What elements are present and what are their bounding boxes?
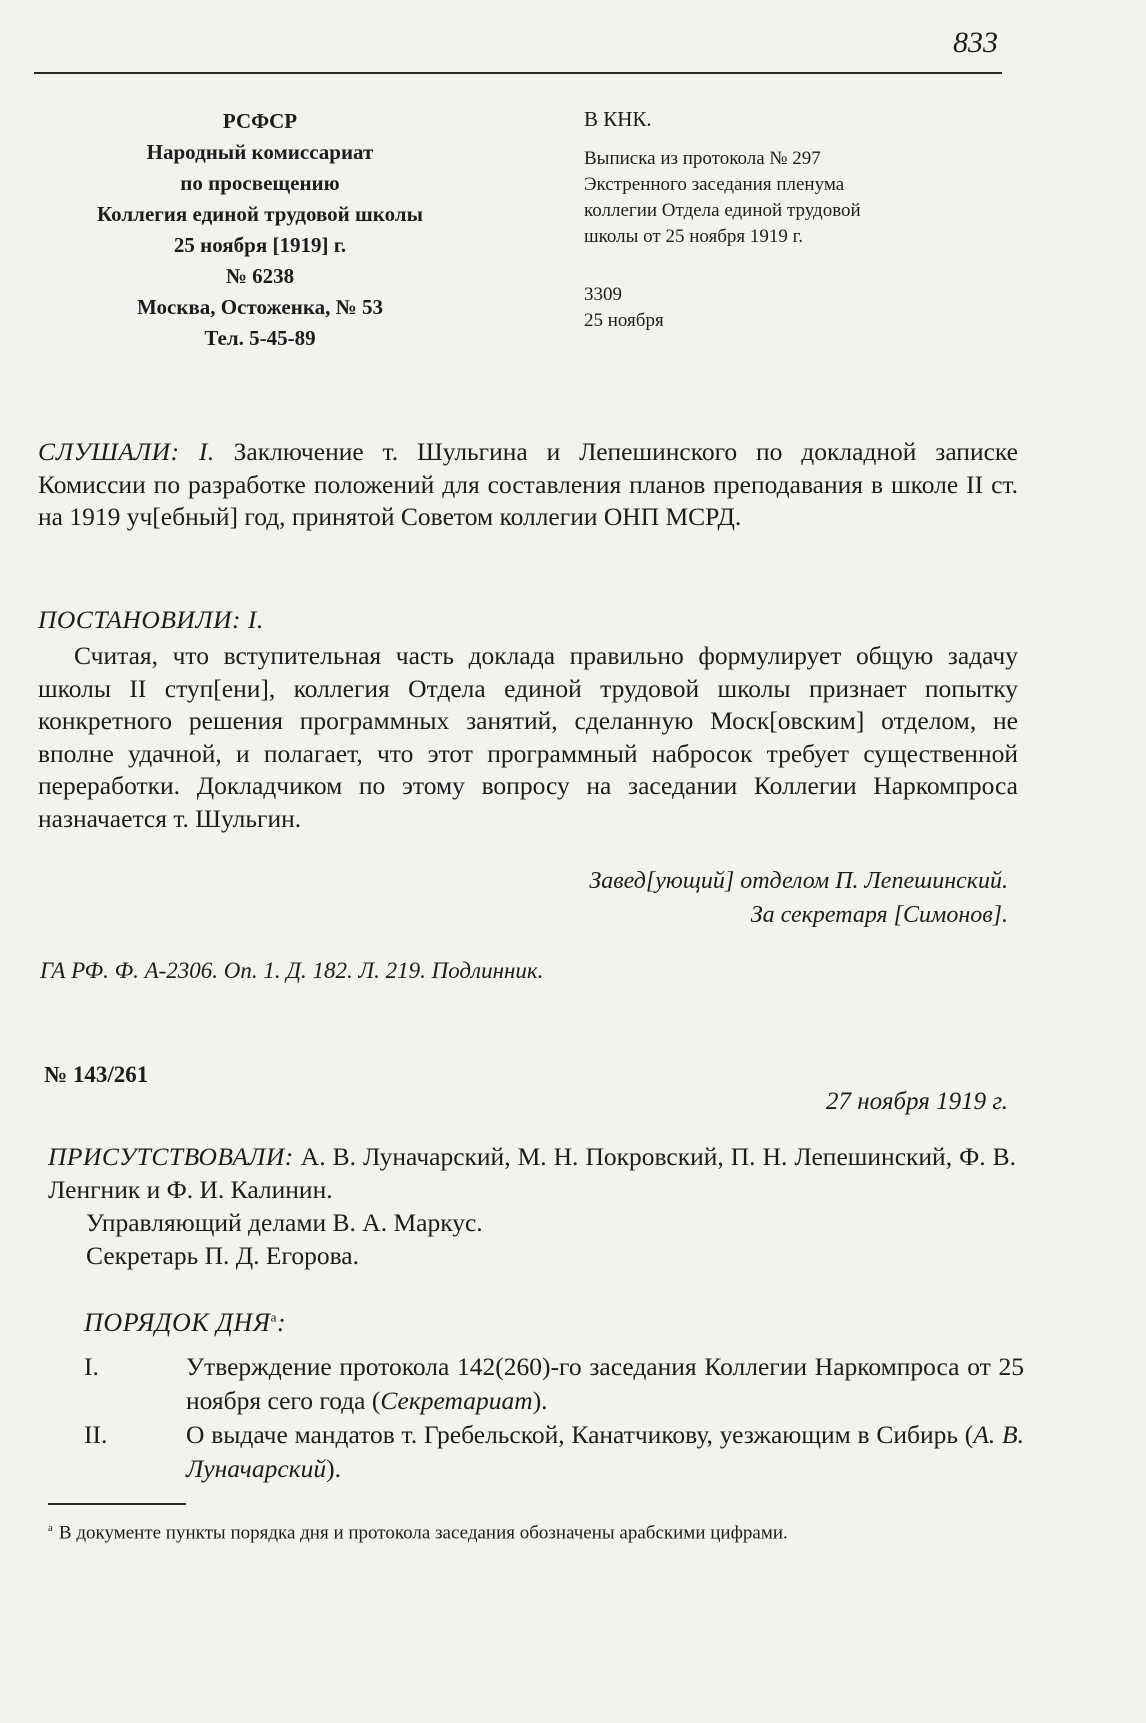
agenda-item-text [186, 1418, 1024, 1486]
agenda-footnote-mark: а [270, 1309, 277, 1325]
page-number: 833 [953, 26, 998, 59]
resolved-paragraph: Считая, что вступительная часть доклада правильно формулирует общую задачу школы II ступ[ени], коллегия Отдела единой трудовой школы признает попытку конкретного решения программных занятий, сделанную Моск[овским] отделом, не вполне удачной, и полагает, что этот программный набросок требует существенной переработки. Докладчиком по этому вопросу на заседании Коллегии Наркомпроса назначается т. Шульгин. [38, 641, 1018, 833]
agenda-title-colon: : [276, 1308, 287, 1337]
extract-line: коллегии Отдела единой трудовой [584, 200, 861, 221]
attendees-paragraph [48, 1140, 1016, 1206]
stamp-date: 25 ноября [584, 310, 664, 331]
agenda-item-text [186, 1350, 1024, 1418]
letterhead [50, 106, 470, 354]
attendees-block [48, 1140, 1016, 1272]
document-number: № 143/261 [44, 1062, 149, 1087]
letterhead-line: по просвещению [180, 171, 340, 195]
agenda-item-body: О выдаче мандатов т. Гребельской, Канатчикову, уезжающим в Сибирь ( [186, 1420, 974, 1449]
footnote-text: В документе пункты порядка дня и протокола заседания обозначены арабскими цифрами. [58, 1522, 788, 1544]
attendees-manager: Управляющий делами В. А. Маркус. [86, 1208, 483, 1237]
agenda-item-end: ). [532, 1386, 548, 1415]
letterhead-line: 25 ноября [1919] г. [173, 233, 347, 257]
agenda-item-reporter: А. В. Луначарский [186, 1420, 1025, 1483]
document-date: 27 ноября 1919 г. [826, 1088, 1008, 1115]
heard-paragraph [38, 436, 1018, 534]
attendees-text: А. В. Луначарский, М. Н. Покровский, П. Н. Лепешинский, Ф. В. Ленгник и Ф. И. Калинин. [48, 1142, 1016, 1204]
agenda-item-number: II. [84, 1420, 108, 1449]
resolved-label: ПОСТАНОВИЛИ: I. [38, 605, 264, 634]
addressee: В КНК. [584, 107, 652, 131]
letterhead-line: № 6238 [225, 264, 295, 288]
letterhead-line: Народный комиссариат [146, 140, 374, 164]
heard-text: Заключение т. Шульгина и Лепешинского по докладной записке Комиссии по разработке положений для составления планов преподавания в школе II ст. на 1919 уч[ебный] год, принятой Советом коллегии ОНП МСРД. [38, 437, 1018, 532]
agenda-item-reporter: Секретариат [380, 1386, 533, 1415]
header-rule [34, 72, 1002, 74]
agenda-item-number: I. [84, 1352, 99, 1381]
signature-secretary: За секретаря [Симонов]. [750, 902, 1008, 928]
agenda-item-body: Утверждение протокола 142(260)-го заседания Коллегии Наркомпроса от 25 ноября сего года ( [186, 1352, 1024, 1415]
agenda-title-text: ПОРЯДОК ДНЯ [84, 1308, 271, 1337]
attendees-label: ПРИСУТСТВОВАЛИ: [48, 1142, 294, 1171]
heard-label: СЛУШАЛИ: I. [38, 437, 215, 466]
letterhead-line: Тел. 5-45-89 [204, 326, 316, 350]
signature-block [589, 864, 1008, 932]
stamp-number: 3309 [584, 284, 622, 305]
footnote-rule [48, 1503, 186, 1505]
address-block [584, 106, 1014, 334]
letterhead-line: РСФСР [222, 109, 298, 133]
letterhead-line: Коллегия единой трудовой школы [96, 202, 423, 226]
extract-line: Выписка из протокола № 297 [584, 148, 821, 169]
signature-head: Завед[ующий] отделом П. Лепешинский. [589, 868, 1008, 894]
footnote-mark: а [48, 1522, 53, 1534]
resolved-heading [38, 604, 1018, 637]
agenda-list [84, 1350, 1024, 1486]
letterhead-line: Москва, Остоженка, № 53 [137, 295, 383, 319]
agenda-title [84, 1308, 286, 1338]
archive-reference: ГА РФ. Ф. А-2306. Оп. 1. Д. 182. Л. 219. Подлинник. [40, 958, 544, 983]
agenda-item [84, 1418, 1024, 1486]
agenda-item-end: ). [326, 1454, 341, 1483]
agenda-item [84, 1350, 1024, 1418]
attendees-secretary: Секретарь П. Д. Егорова. [86, 1241, 359, 1270]
footnote [48, 1514, 1028, 1547]
extract-line: школы от 25 ноября 1919 г. [584, 226, 804, 247]
extract-line: Экстренного заседания пленума [584, 174, 845, 195]
